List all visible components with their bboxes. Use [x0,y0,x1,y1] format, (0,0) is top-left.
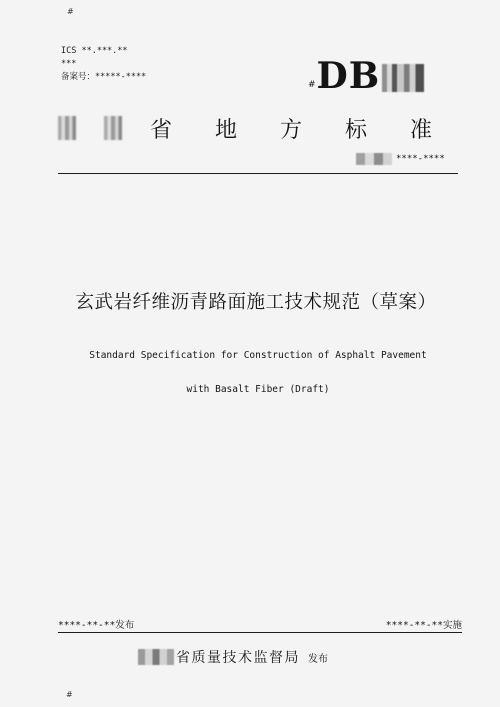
issuer-suffix: 发布 [308,653,328,665]
province-redaction-2 [104,116,122,140]
standard-code-text: DB [316,55,381,97]
standard-header-title: 省 地 方 标 准 [150,117,450,143]
document-title-english-line-2: with Basalt Fiber (Draft) [186,384,330,395]
meta-placeholder-line: *** [61,59,77,69]
document-title-chinese: 玄武岩纤维沥青路面施工技术规范（草案） [75,292,437,313]
implementation-date: ****-**-**实施 [385,620,462,631]
standard-header [58,112,450,144]
document-title-english-line-1: Standard Specification for Construction of Asphalt Pavement [89,350,427,361]
standard-code [308,55,424,97]
ics-code: ICS **.***.** [61,46,128,56]
record-number: 备案号：*****-**** [61,72,147,82]
standard-number-redaction [356,153,392,165]
standard-number-block [356,153,445,165]
issuer-redaction [138,649,174,665]
top-divider [58,173,458,174]
release-date: ****-**-**发布 [58,620,135,631]
standard-code-redaction [382,64,424,92]
date-row [58,617,462,631]
bottom-divider [58,632,462,633]
issuer-line [138,647,328,667]
page-top-mark: # [67,7,74,16]
standard-number: ****-**** [396,154,445,164]
page-bottom-mark: # [66,690,73,699]
standard-code-prefix: # [308,80,316,90]
province-redaction-1 [58,116,76,140]
issuer-name: 省质量技术监督局 [176,650,300,666]
